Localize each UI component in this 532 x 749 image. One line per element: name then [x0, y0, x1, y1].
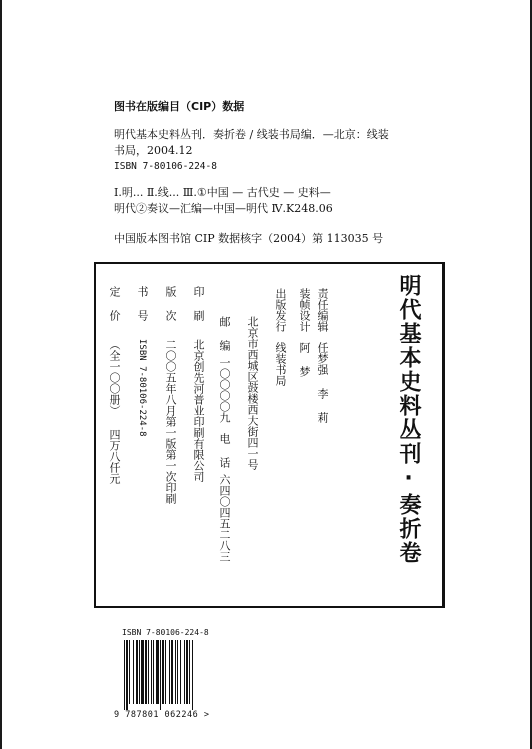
barcode-bar: [177, 640, 178, 704]
publisher-value: 线装书局: [274, 342, 287, 386]
barcode-bar: [160, 640, 161, 710]
edition-row: [162, 286, 178, 504]
phone-value: 六四〇四五二八三: [218, 474, 231, 562]
barcode-bar: [151, 640, 152, 704]
postcode-phone-row: [216, 316, 232, 562]
designer-label: 装帧设计: [298, 288, 311, 332]
colophon-box: [94, 262, 445, 608]
barcode-bar: [189, 640, 190, 704]
printer-row: [190, 286, 206, 482]
barcode-bar: [133, 640, 134, 704]
barcode-bar: [165, 640, 166, 704]
barcode-bar: [136, 640, 138, 704]
barcode-bar: [126, 640, 128, 710]
phone-label: 电 话: [218, 433, 231, 468]
cip-classification-line-1: Ⅰ.明... Ⅱ.线... Ⅲ.①中国 — 古代史 — 史料—: [114, 186, 331, 199]
cip-classification-line-2: 明代②奏议—汇编—中国—明代 Ⅳ.K248.06: [114, 202, 333, 215]
barcode-bar: [139, 640, 140, 704]
book-number-row: [134, 286, 150, 437]
colophon-title-main: 明代基本史料丛刊: [396, 274, 421, 466]
barcode-bar: [180, 640, 181, 704]
barcode-isbn-text: ISBN 7-80106-224-8: [122, 628, 209, 637]
printer-label: 印 刷: [192, 286, 205, 321]
address: 北京市西城区鼓楼西大街四一号: [246, 316, 259, 470]
barcode-bar: [162, 640, 164, 704]
barcode-bar: [169, 640, 170, 704]
barcode-bar: [156, 640, 159, 704]
barcode-bar: [186, 640, 188, 704]
edition-value: 二〇〇五年八月第一版第一次印刷: [164, 339, 177, 504]
editors-label: 责任编辑: [316, 288, 329, 332]
designer-value: 阿 梦: [298, 342, 311, 377]
editors-value: 任梦强 李 莉: [316, 342, 329, 423]
barcode-bar: [141, 640, 144, 704]
barcode-bar: [148, 640, 149, 704]
edition-label: 版 次: [164, 286, 177, 321]
barcode-bar: [175, 640, 176, 704]
scan-edge-left: [0, 0, 2, 749]
book-number-value: ISBN 7-80106-224-8: [137, 339, 147, 437]
printer-value: 北京创先河普业印刷有限公司: [192, 339, 205, 482]
barcode-digits: 9 787801 062246 >: [114, 710, 210, 720]
postcode-label: 邮 编: [218, 316, 231, 351]
barcode-bar: [129, 640, 130, 704]
cip-heading: 图书在版编目（CIP）数据: [114, 100, 245, 113]
colophon-title: [326, 274, 426, 604]
colophon-title-sub: 奏折卷: [396, 493, 421, 565]
barcode: [114, 628, 224, 726]
barcode-bar: [184, 640, 185, 704]
postcode-value: 一〇〇〇〇九: [218, 357, 231, 423]
publisher-label: 出版发行: [274, 288, 287, 332]
barcode-bars: [124, 640, 222, 710]
price-label: 定 价: [108, 286, 121, 321]
editors-row: [314, 288, 330, 423]
colophon-title-dot: ·: [396, 466, 421, 493]
barcode-bar: [124, 640, 125, 710]
book-number-label: 书 号: [136, 286, 149, 321]
cip-number: 中国版本图书馆 CIP 数据核字（2004）第 113035 号: [114, 232, 384, 245]
cip-block: [114, 99, 444, 247]
price-row: [106, 286, 122, 484]
barcode-bar: [192, 640, 193, 710]
barcode-bar: [153, 640, 154, 704]
publisher-row: [272, 288, 288, 386]
barcode-bar: [145, 640, 147, 704]
cip-isbn: ISBN 7-80106-224-8: [114, 161, 217, 172]
designer-row: [296, 288, 312, 377]
barcode-bar: [171, 640, 173, 704]
price-value: （全一〇〇册） 四万八仟元: [108, 339, 121, 484]
cip-title-line: 明代基本史料丛刊．奏折卷 / 线装书局编．—北京：线装: [114, 128, 389, 141]
cip-publisher-line: 书局，2004.12: [114, 144, 193, 157]
